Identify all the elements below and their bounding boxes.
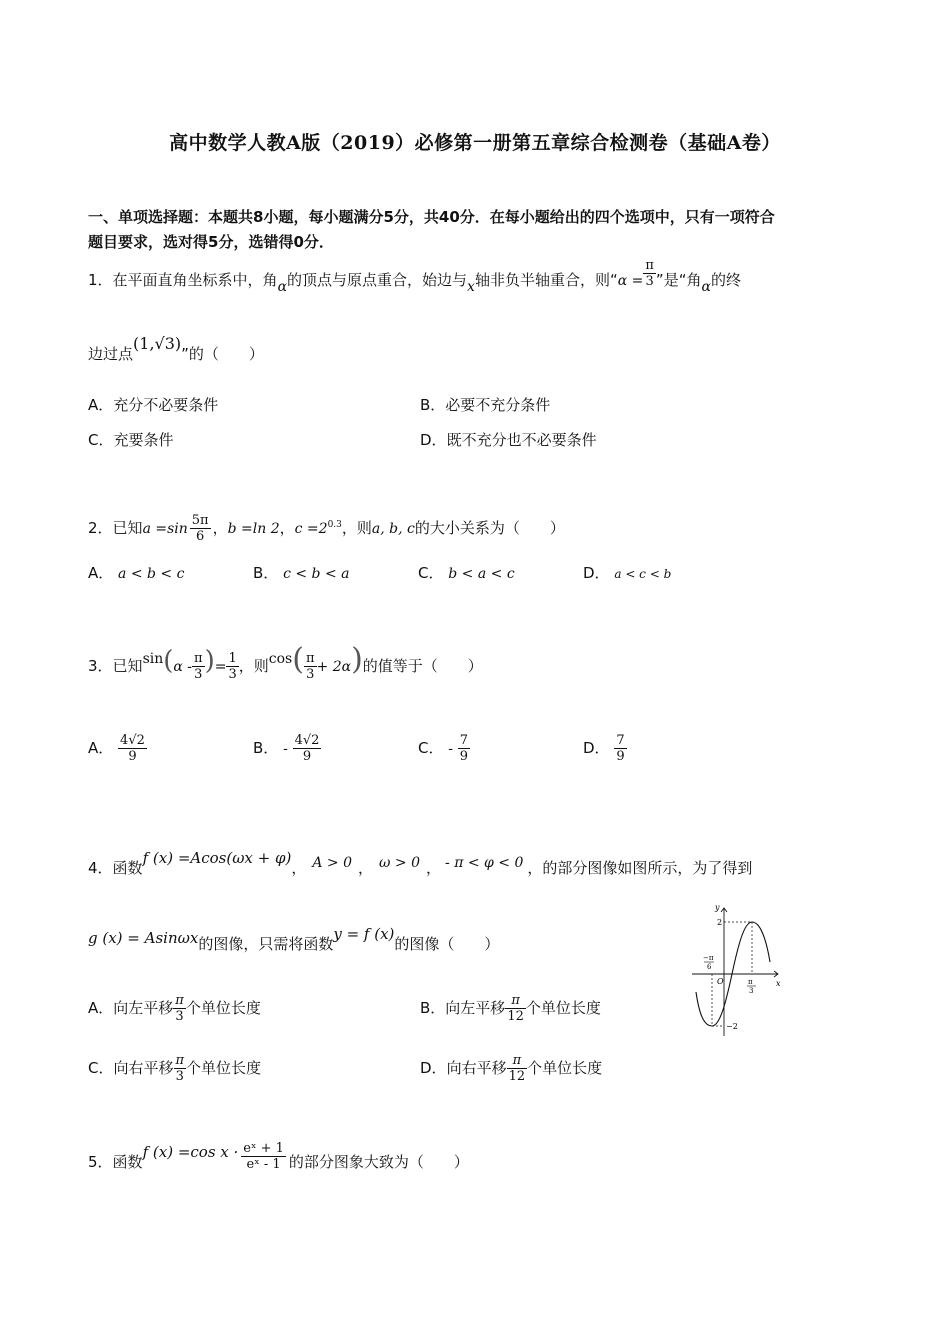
y-label: y <box>715 903 720 912</box>
q4-option-b[interactable]: B．向左平移 $\frac{\pi}{12}$ 个单位长度 <box>420 993 601 1024</box>
min-label: −2 <box>726 1022 738 1031</box>
neg-pi-label: −π <box>703 954 714 962</box>
fraction-exp: $\frac{\text{eˣ + 1}}{\text{eˣ - 1}}$ <box>243 1141 284 1172</box>
q4-cosine-graph <box>690 902 782 1038</box>
pi-label: π <box>748 978 753 986</box>
three-label: 3 <box>749 987 754 995</box>
fraction-pi-3: $\frac{\pi}{3}$ <box>305 651 315 682</box>
question-1-line2: 边过点(1,√3)”的（ ） <box>88 334 264 363</box>
section-header-line1: 一、单项选择题：本题共8小题，每小题满分5分，共40分．在每小题给出的四个选项中，只有一项符合 <box>88 208 775 226</box>
section-header-line2: 题目要求，选对得5分，选错得0分． <box>88 233 334 251</box>
fraction-1-3: $\frac{1}{3}$ <box>228 651 237 682</box>
fraction-5pi-6: $\frac{5\pi}{6}$ <box>191 513 209 544</box>
q2-option-d[interactable]: D． a < c < b <box>583 564 672 582</box>
question-5: 5．函数f (x) =cos x · $\frac{\text{eˣ + 1}}{\text{eˣ - 1}}$ 的部分图象大致为（ ） <box>88 1141 469 1172</box>
q1-option-d[interactable]: D．既不充分也不必要条件 <box>420 431 597 449</box>
q4-option-d[interactable]: D．向右平移 $\frac{\pi}{12}$ 个单位长度 <box>420 1053 603 1084</box>
question-2: 2．已知a =sin $\frac{5\pi}{6}$ ，b =ln 2，$c =2^{0.3}$，则a, b, c的大小关系为（ ） <box>88 513 565 544</box>
q3-option-a[interactable]: A． $\frac{4√2}{9}$ <box>88 733 145 764</box>
page-title: 高中数学人教A版（2019）必修第一册第五章综合检测卷（基础A卷） <box>169 132 781 154</box>
x-label: x <box>776 979 781 988</box>
q2-option-a[interactable]: A． a < b < c <box>88 564 185 582</box>
q1-option-b[interactable]: B．必要不充分条件 <box>420 396 551 414</box>
question-1-line1: 1．在平面直角坐标系中，角α的顶点与原点重合，始边与x轴非负半轴重合，则“α = $\frac{\pi}{3}$ ”是“角α的终 <box>88 258 741 295</box>
question-4-line2: g (x) = Asinωx的图像，只需将函数y = f (x)的图像（ ） <box>88 925 500 953</box>
fraction-pi-3: $\frac{\pi}{3}$ <box>645 258 654 289</box>
q4-option-c[interactable]: C．向右平移 $\frac{\pi}{3}$ 个单位长度 <box>88 1053 262 1084</box>
max-label: 2 <box>717 918 723 927</box>
question-4-line1: 4．函数f (x) =Acos(ωx + φ)， A > 0 ， ω > 0 ， - π < φ < 0 ，的部分图像如图所示，为了得到 <box>88 849 753 877</box>
q4-option-a[interactable]: A．向左平移 $\frac{\pi}{3}$ 个单位长度 <box>88 993 261 1024</box>
q2-option-c[interactable]: C． b < a < c <box>418 564 515 582</box>
q1-option-c[interactable]: C．充要条件 <box>88 431 174 449</box>
q3-option-b[interactable]: B． - $\frac{4√2}{9}$ <box>253 733 320 764</box>
point-coordinates: (1,√3) <box>133 334 182 353</box>
question-3: 3．已知sin(α - $\frac{\pi}{3}$ )= $\frac{1}{3}$ ，则cos( $\frac{\pi}{3}$ + 2α)的值等于（ ） <box>88 642 483 682</box>
q1-option-a[interactable]: A．充分不必要条件 <box>88 396 219 414</box>
origin-label: O <box>717 977 724 986</box>
q3-option-c[interactable]: C． - $\frac{7}{9}$ <box>418 733 469 764</box>
six-label: 6 <box>707 963 712 971</box>
q2-option-b[interactable]: B． c < b < a <box>253 564 350 582</box>
fraction-pi-3: $\frac{\pi}{3}$ <box>194 651 203 682</box>
q3-option-d[interactable]: D． $\frac{7}{9}$ <box>583 733 625 764</box>
question-number: 1． <box>88 271 113 289</box>
